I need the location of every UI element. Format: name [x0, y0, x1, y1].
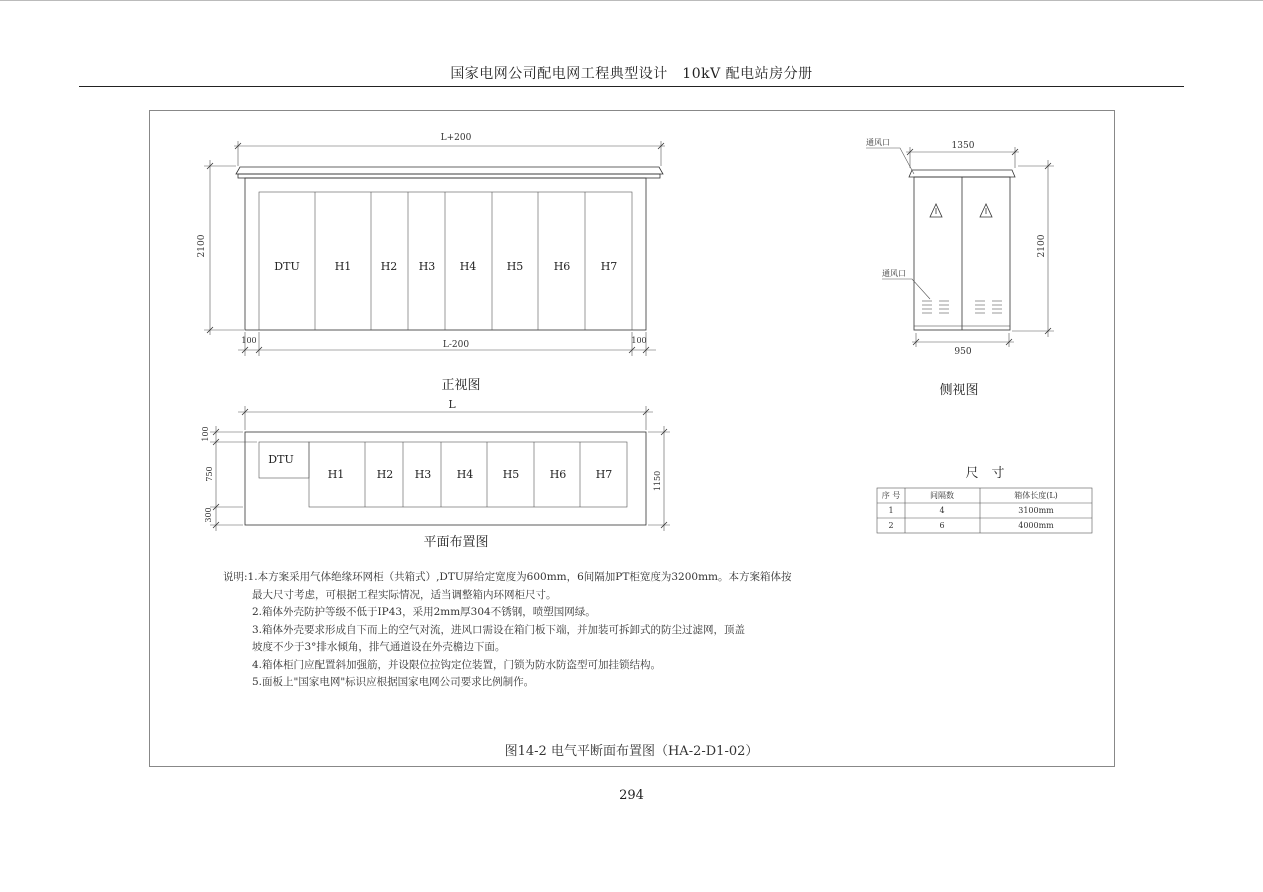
plan-cabinet-label: H5: [502, 468, 520, 481]
note-line: 5.面板上"国家电网"标识应根据国家电网公司要求比例制作。: [252, 676, 535, 688]
note-line: 4.箱体柜门应配置斜加强筋，并设限位拉钩定位装置，门锁为防水防盗型可加挂锁结构。: [252, 658, 662, 671]
side-vent-top-label: 通风口: [866, 138, 890, 147]
side-view: [866, 137, 1054, 398]
front-cabinet-label: H7: [600, 260, 618, 273]
side-vent-lower-label: 通风口: [882, 269, 906, 278]
dimension-table-title: 尺 寸: [965, 466, 1005, 481]
plan-dim-right: 1150: [653, 470, 662, 492]
table-cell: 4000mm: [1018, 521, 1054, 530]
note-line: 2.箱体外壳防护等级不低于IP43，采用2mm厚304不锈钢，喷塑国网绿。: [252, 606, 596, 618]
front-view-title: 正视图: [441, 378, 481, 393]
plan-dim-left-2: 750: [205, 466, 214, 482]
plan-cabinet-label: H1: [327, 468, 345, 481]
note-line: 最大尺寸考虑，可根据工程实际情况，适当调整箱内环网柜尺寸。: [252, 588, 557, 601]
warning-sign-icon: [980, 204, 992, 217]
front-cabinet-label: H6: [553, 260, 571, 273]
side-dim-height: 2100: [1037, 234, 1047, 258]
front-dim-top: L+200: [440, 133, 472, 143]
note-text: 1.本方案采用气体绝缘环网柜（共箱式）,DTU屏给定宽度为600mm，6间隔加PT柜宽度为3200mm。本方案箱体按: [247, 571, 792, 583]
note-line: 坡度不少于3°排水倾角，排气通道设在外壳檐边下面。: [252, 641, 506, 653]
table-cell: 1: [888, 506, 894, 515]
warning-sign-icon: [930, 204, 942, 217]
plan-cabinet-label: H7: [595, 468, 613, 481]
table-header: 箱体长度(L): [1014, 491, 1058, 500]
table-cell: 3100mm: [1018, 506, 1054, 515]
table-header: 序 号: [881, 491, 901, 500]
front-cabinet-label: H2: [380, 260, 398, 273]
plan-dim-left-3: 300: [204, 507, 213, 523]
front-cabinet-label: H3: [418, 260, 436, 273]
front-cabinet-label: H4: [459, 260, 477, 273]
vent-louver-icon: [975, 301, 1002, 313]
document-header-title: 国家电网公司配电网工程典型设计 10kV 配电站房分册: [450, 66, 813, 82]
note-line: 3.箱体外壳要求形成自下而上的空气对流，进风口需设在箱门板下端，并加装可拆卸式的防尘过滤网，顶盖: [252, 623, 746, 636]
side-roof: [909, 170, 1015, 177]
vent-louver-icon: [922, 301, 949, 313]
front-dim-right-margin: 100: [631, 336, 647, 345]
front-cabinet-label: H1: [334, 260, 352, 273]
front-body: [245, 178, 646, 330]
plan-cabinet-label: H4: [456, 468, 474, 481]
front-cabinet-label: DTU: [274, 260, 300, 273]
plan-dim-left-1: 100: [201, 426, 210, 442]
table-header: 间隔数: [930, 491, 954, 500]
front-dim-left-margin: 100: [241, 336, 257, 345]
front-cabinet-label: H5: [506, 260, 524, 273]
table-cell: 6: [939, 521, 945, 530]
plan-cabinet-label: H2: [376, 468, 394, 481]
plan-outline: [245, 432, 646, 525]
note-line: [223, 569, 792, 587]
plan-cabinet-label: H3: [414, 468, 432, 481]
plan-view: [201, 398, 670, 550]
front-eave: [238, 174, 660, 178]
front-dim-bottom: L-200: [442, 340, 470, 350]
plan-dim-top: L: [448, 398, 456, 411]
side-dim-bottom: 950: [954, 347, 972, 357]
front-dim-height: 2100: [197, 234, 207, 258]
figure-caption: 图14-2 电气平断面布置图（HA-2-D1-02）: [504, 744, 759, 759]
plan-view-title: 平面布置图: [423, 535, 489, 550]
plan-cabinet-label: DTU: [268, 453, 294, 466]
side-view-title: 侧视图: [939, 383, 979, 398]
notes-prefix: 说明:: [223, 571, 248, 583]
table-cell: 4: [939, 506, 945, 515]
plan-cabinet-label: H6: [549, 468, 567, 481]
front-view: [197, 133, 665, 393]
front-roof: [236, 167, 663, 174]
table-cell: 2: [888, 521, 894, 530]
page-number: 294: [619, 788, 644, 803]
design-notes: [223, 569, 792, 692]
side-dim-top: 1350: [951, 141, 975, 151]
dimension-table: [877, 465, 1092, 533]
